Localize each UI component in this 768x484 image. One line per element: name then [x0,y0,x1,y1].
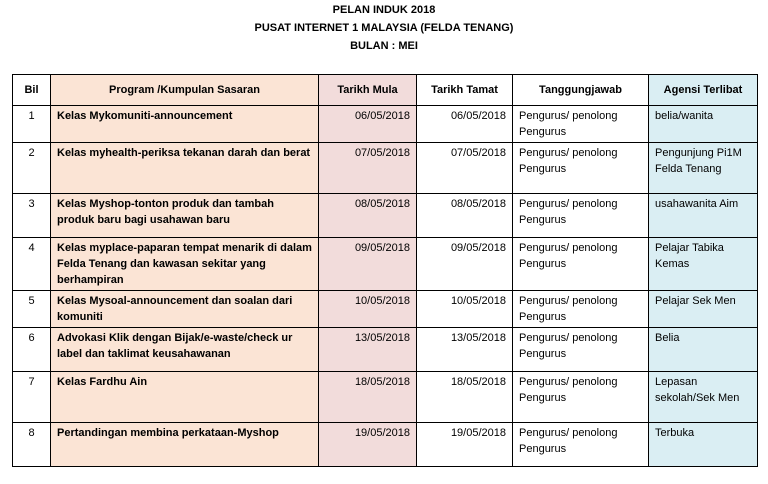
cell-agency: Terbuka [649,423,758,467]
table-row [13,143,758,194]
cell-bil: 7 [13,372,51,423]
header-program: Program /Kumpulan Sasaran [51,75,319,106]
month-label: BULAN : MEI [350,40,418,52]
cell-agency: Pengunjung Pi1M Felda Tenang [649,143,758,194]
header-start-date: Tarikh Mula [319,75,417,106]
cell-end-date: 10/05/2018 [417,291,513,328]
cell-program: Kelas Myshop-tonton produk dan tambah produk baru bagi usahawan baru [51,194,319,238]
cell-responsibility: Pengurus/ penolong Pengurus [513,372,649,423]
cell-responsibility: Pengurus/ penolong Pengurus [513,106,649,143]
cell-end-date: 06/05/2018 [417,106,513,143]
cell-program: Kelas Mysoal-announcement dan soalan dari komuniti [51,291,319,328]
cell-start-date: 06/05/2018 [319,106,417,143]
table-row [13,194,758,238]
table-row [13,423,758,467]
cell-program: Advokasi Klik dengan Bijak/e-waste/check ur label dan taklimat keusahawanan [51,328,319,372]
cell-program: Kelas myhealth-periksa tekanan darah dan berat [51,143,319,194]
cell-start-date: 18/05/2018 [319,372,417,423]
cell-program: Pertandingan membina perkataan-Myshop [51,423,319,467]
cell-bil: 8 [13,423,51,467]
header-bil: Bil [13,75,51,106]
cell-end-date: 07/05/2018 [417,143,513,194]
cell-responsibility: Pengurus/ penolong Pengurus [513,423,649,467]
cell-start-date: 10/05/2018 [319,291,417,328]
cell-bil: 2 [13,143,51,194]
cell-program: Kelas Fardhu Ain [51,372,319,423]
cell-start-date: 13/05/2018 [319,328,417,372]
cell-bil: 5 [13,291,51,328]
document-header [0,0,768,55]
cell-responsibility: Pengurus/ penolong Pengurus [513,194,649,238]
table-row [13,372,758,423]
header-responsibility: Tanggungjawab [513,75,649,106]
cell-start-date: 08/05/2018 [319,194,417,238]
cell-agency: belia/wanita [649,106,758,143]
cell-agency: Pelajar Tabika Kemas [649,238,758,291]
cell-responsibility: Pengurus/ penolong Pengurus [513,291,649,328]
cell-end-date: 09/05/2018 [417,238,513,291]
cell-responsibility: Pengurus/ penolong Pengurus [513,143,649,194]
cell-end-date: 18/05/2018 [417,372,513,423]
cell-end-date: 08/05/2018 [417,194,513,238]
cell-bil: 4 [13,238,51,291]
cell-start-date: 07/05/2018 [319,143,417,194]
cell-bil: 3 [13,194,51,238]
plan-title: PELAN INDUK 2018 [332,4,436,16]
cell-program: Kelas Mykomuniti-announcement [51,106,319,143]
cell-bil: 6 [13,328,51,372]
cell-end-date: 19/05/2018 [417,423,513,467]
cell-responsibility: Pengurus/ penolong Pengurus [513,238,649,291]
centre-name: PUSAT INTERNET 1 MALAYSIA (FELDA TENANG) [254,22,514,34]
master-plan-table [12,74,758,467]
table-row [13,106,758,143]
cell-agency: Belia [649,328,758,372]
header-end-date: Tarikh Tamat [417,75,513,106]
table-row [13,291,758,328]
cell-start-date: 09/05/2018 [319,238,417,291]
cell-bil: 1 [13,106,51,143]
cell-program: Kelas myplace-paparan tempat menarik di dalam Felda Tenang dan kawasan sekitar yang berhampiran [51,238,319,291]
table-row [13,238,758,291]
table-row [13,328,758,372]
cell-end-date: 13/05/2018 [417,328,513,372]
cell-agency: Pelajar Sek Men [649,291,758,328]
header-agency: Agensi Terlibat [649,75,758,106]
cell-start-date: 19/05/2018 [319,423,417,467]
table-header-row [13,75,758,106]
cell-responsibility: Pengurus/ penolong Pengurus [513,328,649,372]
cell-agency: Lepasan sekolah/Sek Men [649,372,758,423]
cell-agency: usahawanita Aim [649,194,758,238]
